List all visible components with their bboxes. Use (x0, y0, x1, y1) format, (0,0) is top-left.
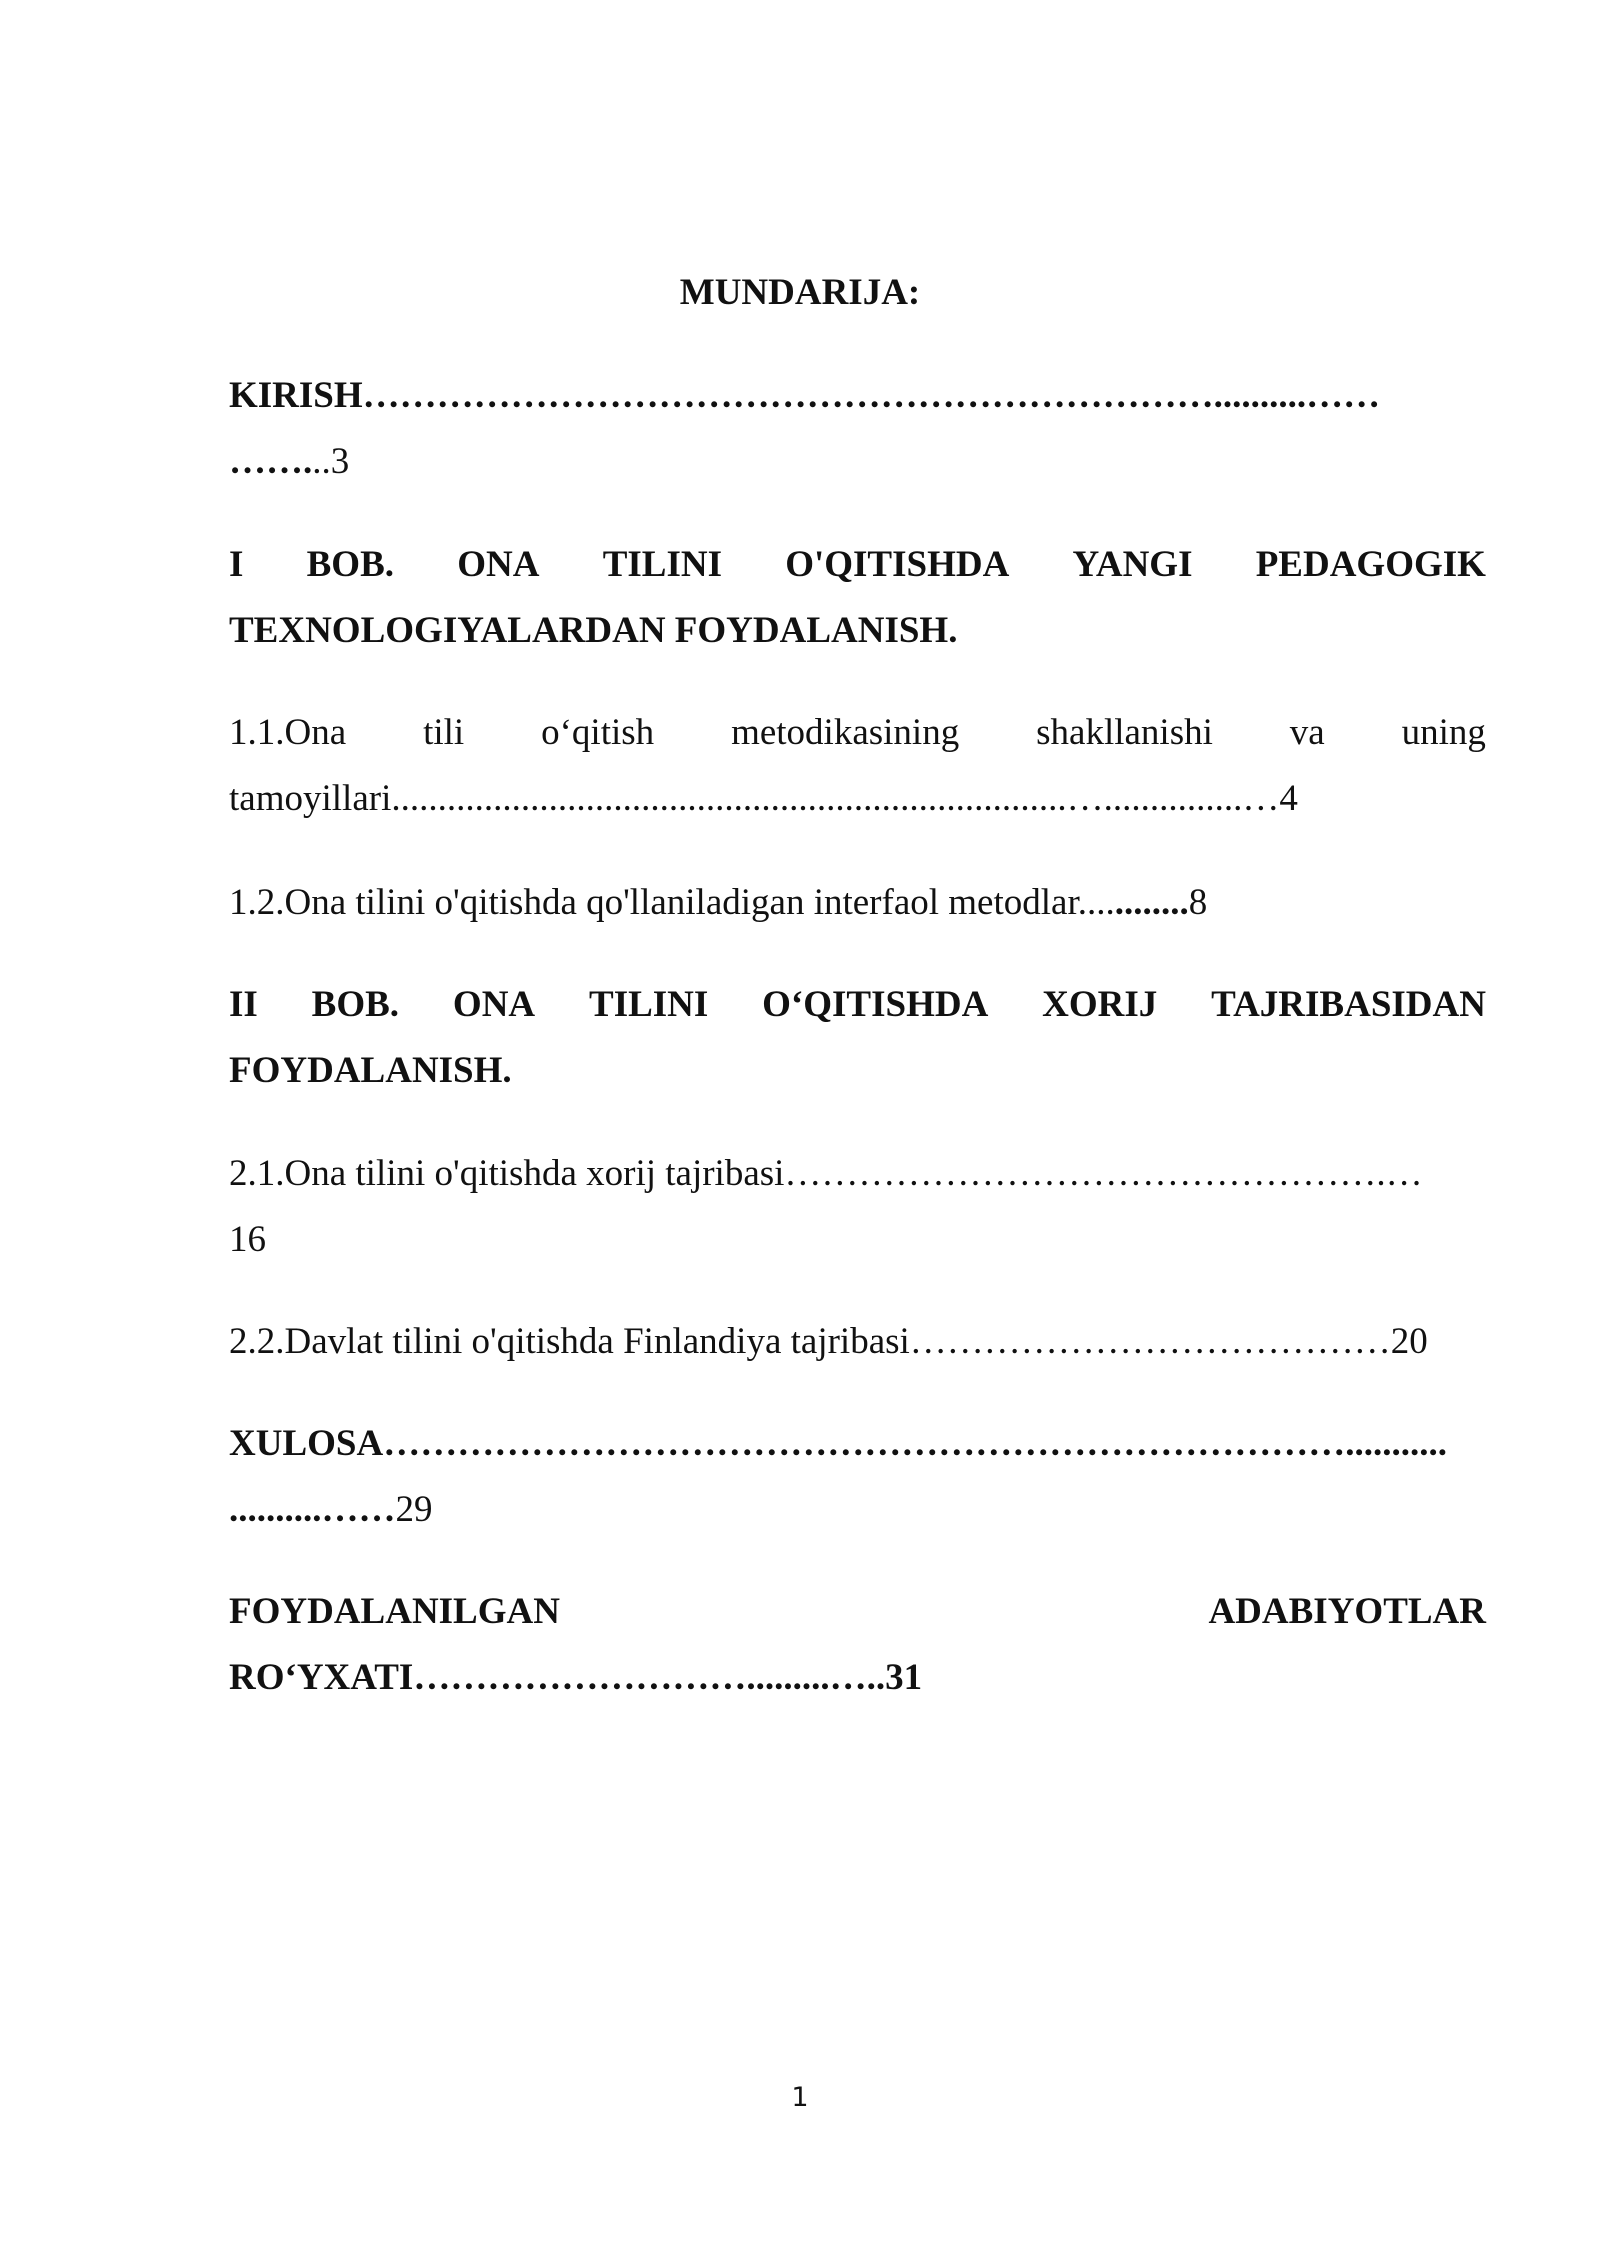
word: o‘qitish (541, 712, 655, 753)
toc-section-1-1-line1 (229, 700, 1486, 766)
word: TILINI (602, 544, 722, 585)
word: XORIJ (1042, 984, 1158, 1025)
word: O‘QITISHDA (762, 984, 989, 1025)
word: BOB. (306, 544, 395, 585)
toc-section-1-2-text: 1.2.Ona tilini o'qitishda qo'llaniladigan interfaol metodlar.... (229, 882, 1115, 923)
word: O'QITISHDA (785, 544, 1010, 585)
word: FOYDALANILGAN (229, 1591, 560, 1632)
toc-chapter-2-line1 (229, 972, 1486, 1038)
page-number: 1 (791, 2082, 809, 2113)
toc-entry-references (229, 1579, 1486, 1711)
word: TAJRIBASIDAN (1211, 984, 1486, 1025)
word: PEDAGOGIK (1255, 544, 1486, 585)
toc-entry-xulosa (229, 1411, 1486, 1543)
toc-chapter-1 (229, 532, 1486, 664)
word: va (1289, 712, 1325, 753)
word: shakllanishi (1036, 712, 1213, 753)
word: I (229, 544, 244, 585)
toc-entry-references-line2: RO‘YXATI……………………….........…..31 (229, 1657, 923, 1698)
word: 1.1.Ona (229, 712, 347, 753)
toc-page-ref: ..3 (312, 441, 350, 482)
word: ONA (457, 544, 540, 585)
word: YANGI (1072, 544, 1193, 585)
toc-leader-dots: ..........…… (229, 1489, 396, 1530)
toc-entry-kirish-line2 (229, 429, 1486, 495)
toc-chapter-2 (229, 972, 1486, 1104)
toc-title: MUNDARIJA: (679, 272, 921, 313)
toc-page-ref: 8 (1188, 882, 1208, 923)
toc-section-1-2 (229, 870, 1486, 936)
word: metodikasining (731, 712, 960, 753)
toc-section-1-1-line2: tamoyillari.........................................................................…...............…4 (229, 778, 1298, 819)
toc-entry-xulosa-line1: XULOSA……………………………………………………………………........... (229, 1423, 1447, 1464)
word: uning (1401, 712, 1486, 753)
word: BOB. (311, 984, 400, 1025)
toc-section-2-2-line1: 2.2.Davlat tilini o'qitishda Finlandiya tajribasi…………………………………20 (229, 1321, 1428, 1362)
word: tili (423, 712, 465, 753)
toc-page-ref: 29 (395, 1489, 433, 1530)
toc-section-1-2-line1 (229, 870, 1486, 936)
toc-entry-kirish (229, 363, 1486, 495)
toc-entry-references-line1 (229, 1579, 1486, 1645)
toc-chapter-1-line1 (229, 532, 1486, 598)
toc-section-2-1 (229, 1141, 1486, 1273)
toc-leader-dots: ……. (229, 441, 313, 482)
word: TILINI (589, 984, 709, 1025)
toc-leader-dots: ........ (1114, 882, 1189, 923)
toc-section-2-1-line2: 16 (229, 1219, 266, 1260)
toc-section-2-2 (229, 1309, 1486, 1375)
word: ADABIYOTLAR (1208, 1591, 1486, 1632)
toc-entry-kirish-line1: KIRISH……………………………………………………………..........…… (229, 375, 1381, 416)
toc-chapter-1-line2: TEXNOLOGIYALARDAN FOYDALANISH. (229, 610, 958, 651)
toc-section-1-1 (229, 700, 1486, 832)
word: ONA (452, 984, 536, 1025)
word: II (229, 984, 258, 1025)
toc-chapter-2-line2: FOYDALANISH. (229, 1050, 512, 1091)
toc-section-2-1-line1: 2.1.Ona tilini o'qitishda xorij tajribasi………………………………………….… (229, 1153, 1423, 1194)
toc-entry-xulosa-line2 (229, 1477, 1486, 1543)
